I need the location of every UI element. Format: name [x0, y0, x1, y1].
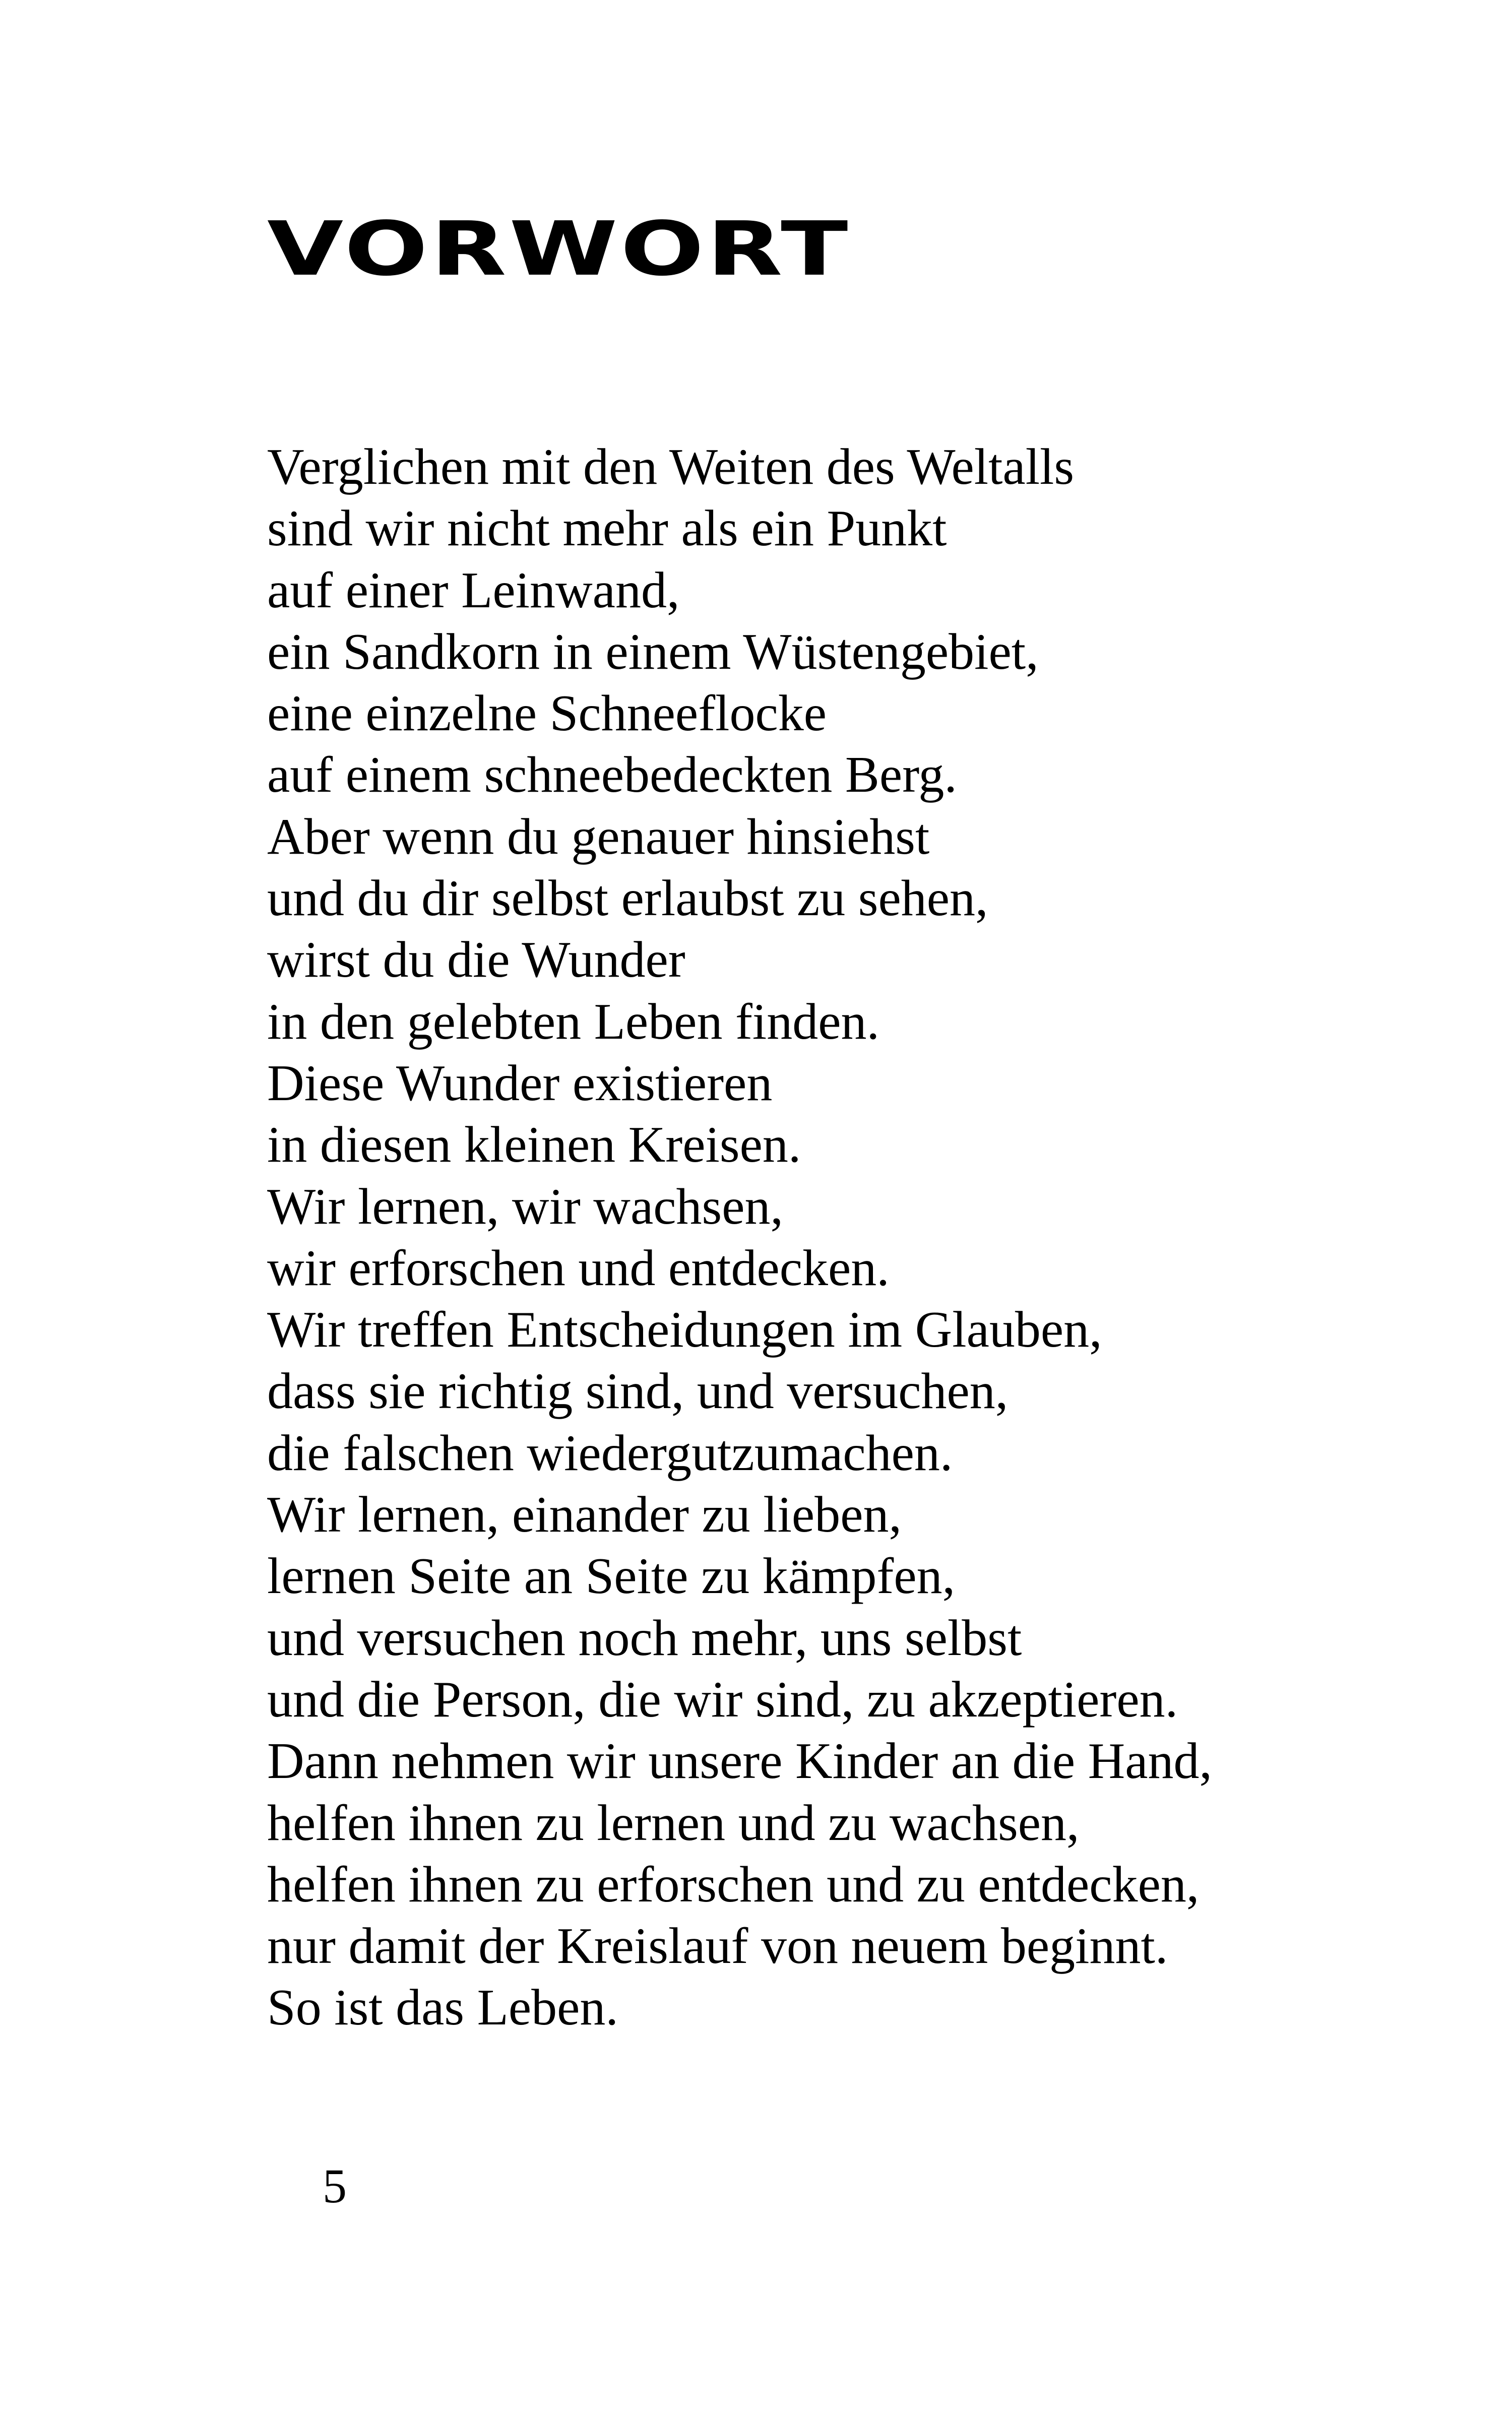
poem-line: Diese Wunder existieren	[267, 1054, 773, 1112]
page-heading: VORWORT	[267, 206, 851, 292]
poem-line: Dann nehmen wir unsere Kinder an die Hand,	[267, 1733, 1213, 1790]
poem-line: auf einer Leinwand,	[267, 561, 680, 619]
poem-line: Aber wenn du genauer hinsiehst	[267, 808, 930, 865]
poem-line: Verglichen mit den Weiten des Weltalls	[267, 438, 1075, 495]
poem-line: in den gelebten Leben finden.	[267, 993, 880, 1050]
poem-line: lernen Seite an Seite zu kämpfen,	[267, 1548, 956, 1605]
poem-line: Wir lernen, wir wachsen,	[267, 1178, 783, 1235]
poem-line: wirst du die Wunder	[267, 931, 685, 989]
poem-line: und versuchen noch mehr, uns selbst	[267, 1609, 1022, 1667]
poem-text	[267, 436, 1426, 2039]
poem-line: helfen ihnen zu lernen und zu wachsen,	[267, 1794, 1080, 1852]
poem-line: ein Sandkorn in einem Wüstengebiet,	[267, 623, 1039, 680]
poem-line: eine einzelne Schneeflocke	[267, 685, 827, 742]
poem-line: Wir treffen Entscheidungen im Glauben,	[267, 1301, 1102, 1359]
page-number: 5	[323, 2159, 347, 2213]
poem-line: wir erforschen und entdecken.	[267, 1239, 890, 1297]
poem-line: So ist das Leben.	[267, 1979, 618, 2037]
poem-line: und die Person, die wir sind, zu akzeptieren.	[267, 1671, 1178, 1728]
poem-line: sind wir nicht mehr als ein Punkt	[267, 500, 947, 557]
poem-line: die falschen wiedergutzumachen.	[267, 1424, 953, 1482]
poem-line: nur damit der Kreislauf von neuem beginnt.	[267, 1918, 1168, 1975]
poem-line: in diesen kleinen Kreisen.	[267, 1116, 801, 1174]
poem-line: auf einem schneebedeckten Berg.	[267, 746, 957, 804]
poem-line: helfen ihnen zu erforschen und zu entdecken,	[267, 1856, 1200, 1913]
poem-line: und du dir selbst erlaubst zu sehen,	[267, 870, 988, 927]
poem-line: Wir lernen, einander zu lieben,	[267, 1486, 902, 1544]
poem-line: dass sie richtig sind, und versuchen,	[267, 1363, 1009, 1420]
